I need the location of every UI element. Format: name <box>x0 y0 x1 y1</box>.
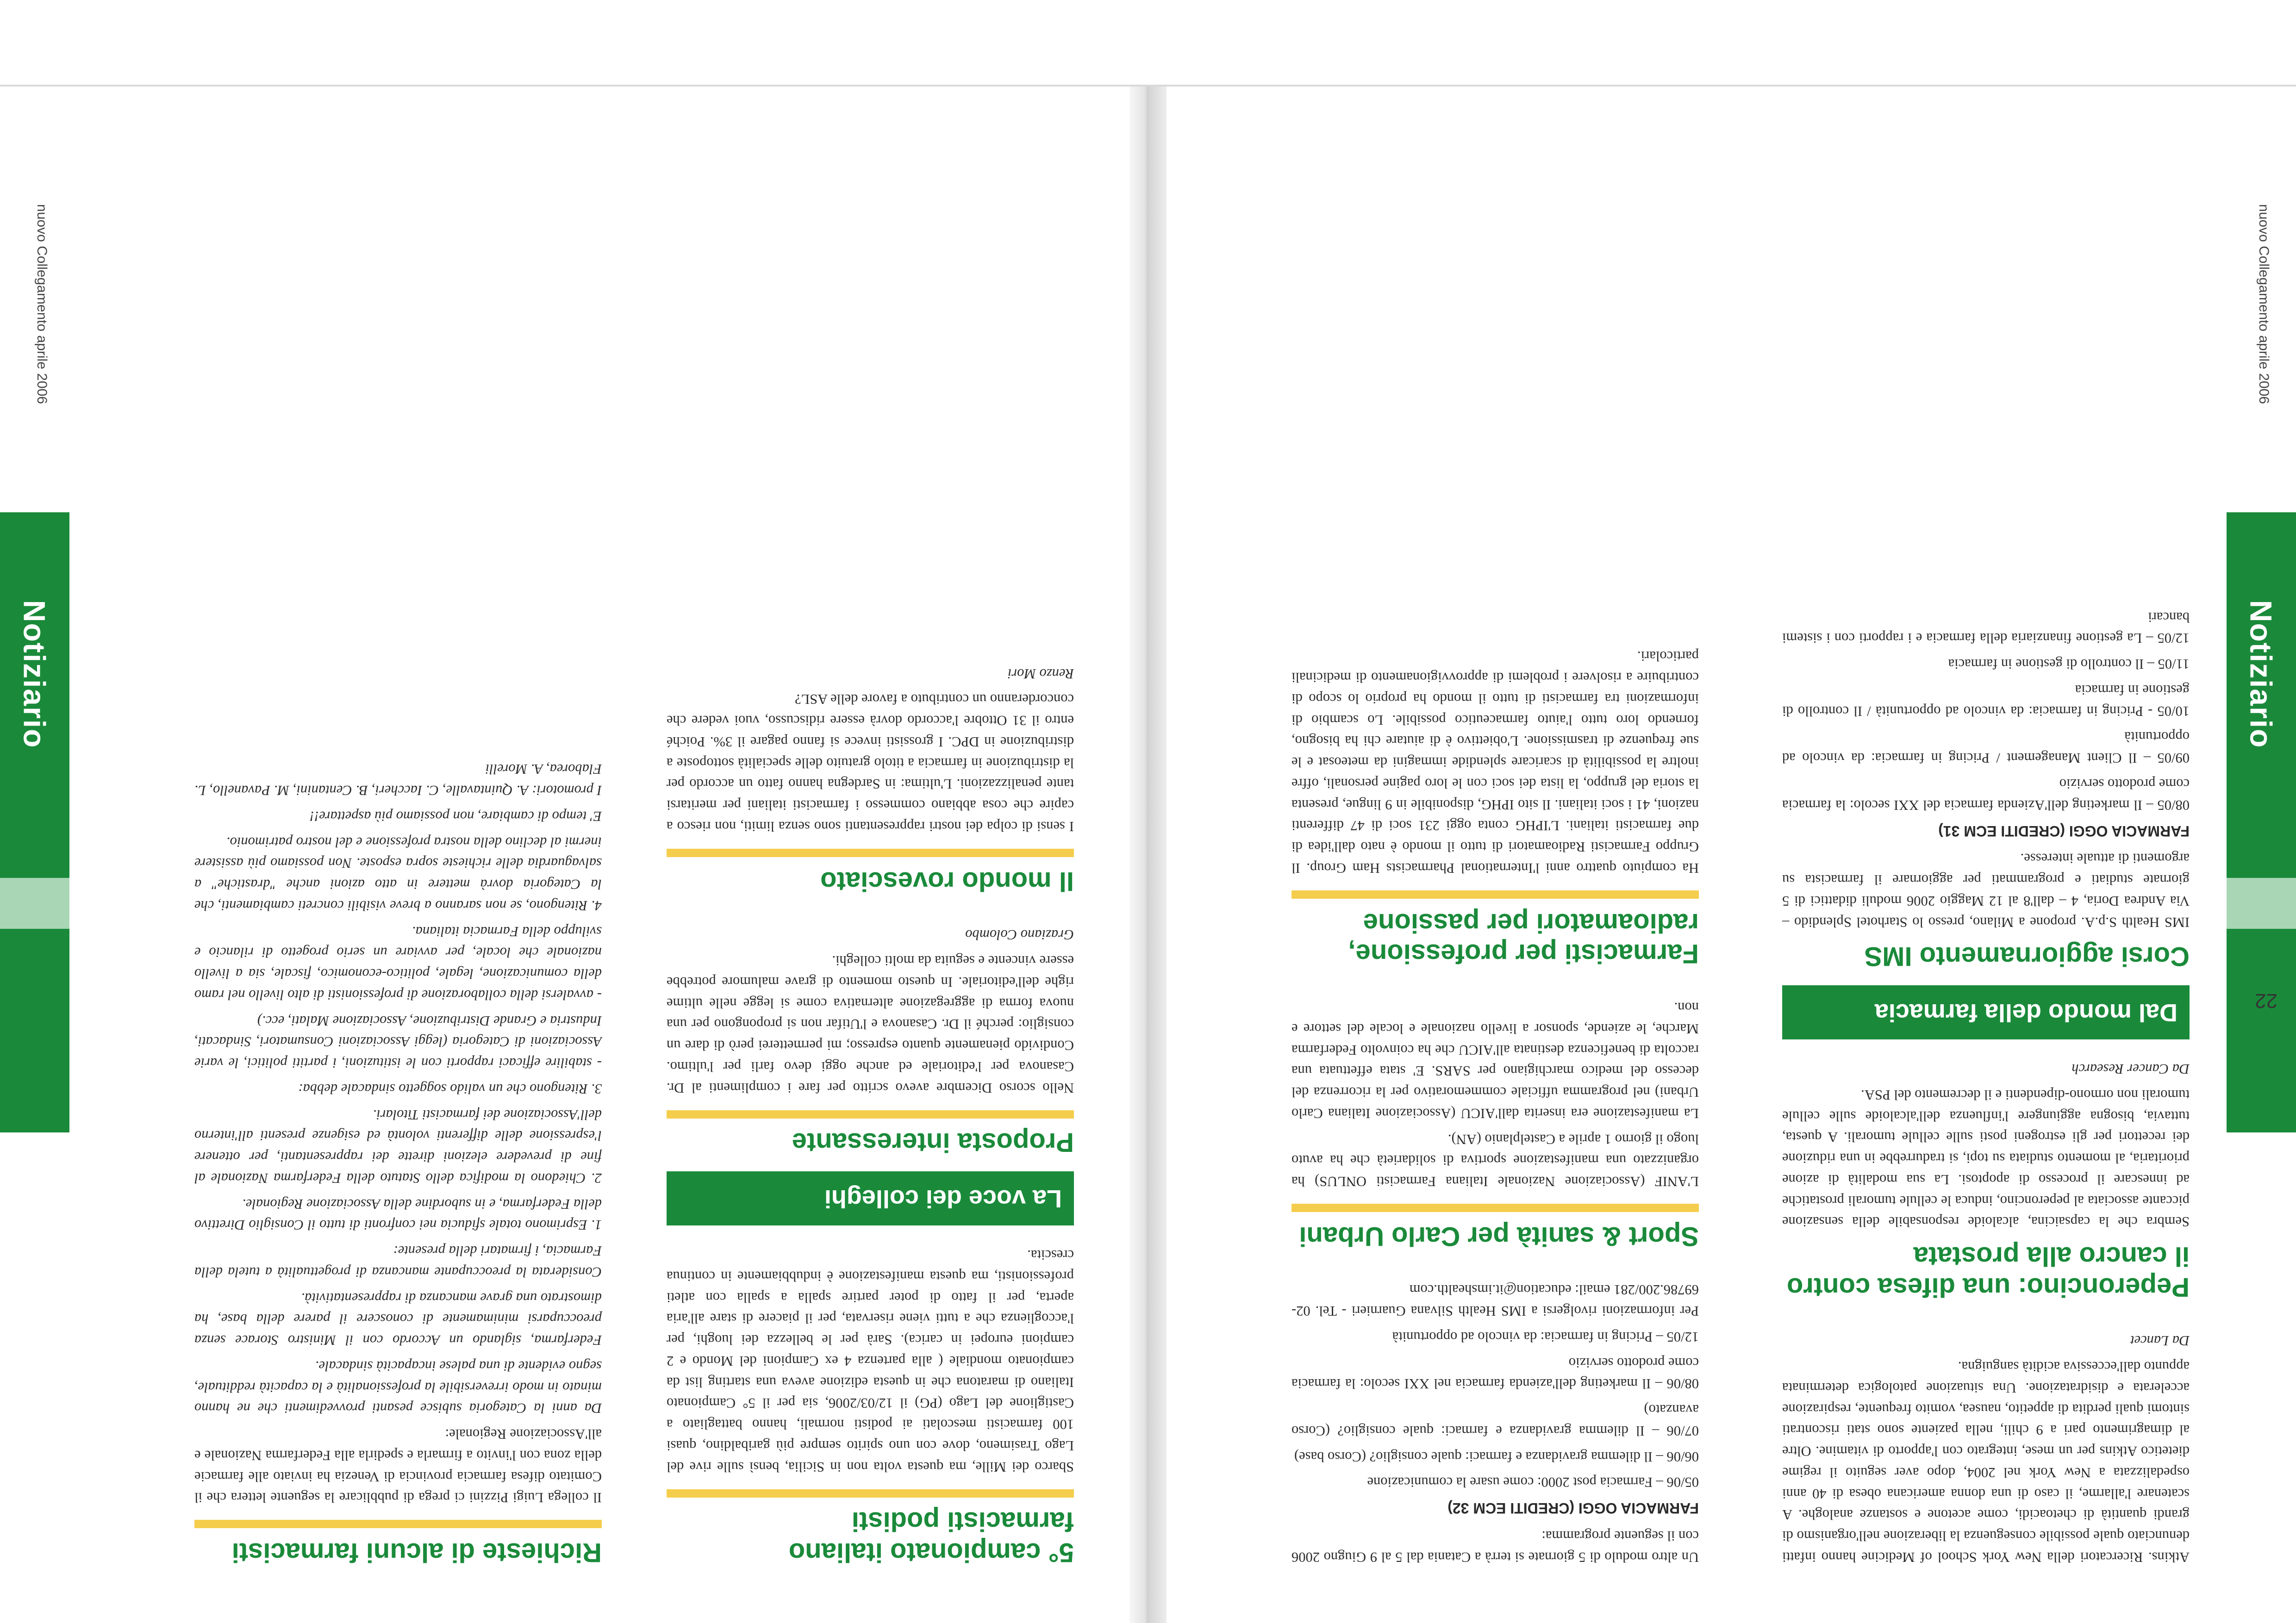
letter-text: 1. Esprimono totale sfiducia nei confronti di tutto il Consiglio Direttivo della Federfarma, e in subordine della Associazione Regionale. <box>194 1196 602 1233</box>
list-item: 12/05 – La gestione finanziaria della farmacia e i rapporti con i sistemi bancari <box>1782 609 2190 647</box>
article-text: La manifestazione era inserita dall'AICU (Associazione Italiana Carlo Urbani) nel programma ufficiale commemorativo per la ricorrenza del decesso del medico marchigiano per SARS. E' stata effettuata una raccolta di beneficenza destinata all'AICU che ha coinvolto Federfarma Marche, le aziende, sponsor a livello nazionale e locale del settore e non. <box>1292 1000 1699 1121</box>
section-band: Dal mondo della farmacia <box>1782 985 2190 1039</box>
letter-text: - avvalersi della collaborazione di professionisti di alto livello nel ramo della comunicazione, legale, politico-economico, fiscale, sia a livello nazionale che locale, per avviare un serio progetto di rilancio e sviluppo della Farmacia italiana. <box>194 923 602 1003</box>
letter-text: 4. Ritengono, se non saranno a breve visibili concreti cambiamenti, che la Categoria dovrà mettere in atto azioni anche "drastiche" a salvaguardia delle richieste sopra esposte. Non possiamo più assistere inermi al declino della nostra professione e del nostro patrimonio. <box>194 834 602 914</box>
column-outer <box>1782 602 2190 1567</box>
title-rule <box>194 1520 602 1528</box>
letter-signatories: I promotori: A. Quintavalle, C. Iaccheri, B. Centanini, M. Pavanello, L. Flaborea, A. Morelli <box>194 761 602 799</box>
article-text: Sbarco dei Mille, ma questa volta non in Sicilia, bensì sulle rive del Lago Trasimeno, dove con uno spirito sempre più garibaldino, quasi 100 farmacisti mescolati ai podisti normali, hanno battagliato a Castiglione del Lago (PG) il 12/03/2006, sia per il 5° Campionato Italiano di maratona che in questa edizione aveva una starting list da campionato mondiale ( alla partenza 4 ex Campioni del Mondo e 2 campioni europei in carica). Sarà per le bellezza dei luoghi, per l'accoglienza che a tutti viene riservata, per il piacere di stare all'aria aperta, per il fatto di poter partire spalla a spalla con atleti professionisti, ma questa manifestazione è indubbiamente in continua crescita. <box>667 1247 1074 1475</box>
article-text: Ha compiuto quattro anni l'International Pharmacists Ham Group. Il Gruppo Farmacisti Radioamatori di tutto il mondo è nato dall'idea di due farmacisti italiani. L'IPHG conta oggi 231 soci di 47 differenti nazioni, 41 i soci italiani. Il sito IPHG, disponibile in 9 lingue, presenta la storia del gruppo, la lista dei soci con le loro pagine personali, offre inoltre la possibilità di scaricare splendide immagini da meteosat e le sue frequenze di trasmissione. L'obiettivo è di aiutare chi ha bisogno, fornendo loro tutto l'aiuto farmaceutico possibile. Lo scambio di informazioni tra farmacisti di tutto il mondo ha proprio lo scopo di contribuire a risolvere i problemi di approvvigionamento di medicinali particolari. <box>1292 648 1699 876</box>
article-title: Richieste di alcuni farmacisti <box>231 1537 602 1567</box>
list-item: 06/06 – Il dilemma gravidanza e farmaci: quale consiglio? (Corso base) <box>1294 1449 1699 1465</box>
list-item: 11/05 – Il controllo di gestione in farmacia <box>1948 656 2190 672</box>
list-item: 12/05 – Pricing in farmacia: da vincolo ad opportunità <box>1392 1329 1699 1345</box>
column-inner <box>1292 641 1699 1567</box>
article-text: Il collega Luigi Pizzini ci prega di pubblicare la seguente lettera che il Comitato difesa farmacia provincia di Venezia ha inviato alle farmacie della zona con l'invito a firmarla e spedirla alla Federfarma Nazionale e all'Associazione Regionale: <box>194 1426 602 1506</box>
article-title: Sport & sanità per Carlo Urbani <box>1299 1221 1699 1251</box>
section-tab-accent <box>0 878 69 929</box>
column-inner <box>667 649 1074 1567</box>
article-text: Nello scorso Dicembre avevo scritto per fare i complimenti al Dr. Casanova per l'editoriale ed anche oggi devo farli per l'ultimo. Condivido pienamente quanto espresso; mi permetterei però di dare un consiglio: perché il Dr. Casanova e l'Utifar non si propongono per una nuova forma di aggregazione alternativa come si legge nelle ultime righe dell'editoriale. In questo momento di grave malumore potrebbe essere vincente e seguita da molti colleghi. <box>667 953 1074 1096</box>
list-item: 10/05 - Pricing in farmacia: da vincolo ad opportunità / Il controllo di gestione in farmacia <box>1782 682 2190 719</box>
article-text: Atkins. Ricercatori della New York School of Medicine hanno infatti denunciato quale possibile conseguenza la liberazione nell'organismo di grandi quantità di chetoacidi, come acetone e sostanze analoghe. A scatenare l'allarme, il caso di una donna americana obesa di 40 anni ospedalizzata a New York nel 2004, dopo aver seguito il regime dietetico Atkins per un mese, integrato con l'apporto di vitamine. Oltre al dimagrimento pari a 9 chili, nella paziente sono stati riscontrati sintomi quali perdita di appetito, nausea, vomito frequente, respirazione accelerata e disidratazione. Una situazione patologica determinata appunto dall'eccessiva acidità sanguigna. <box>1782 1359 2190 1565</box>
article-text: I sensi di colpa dei nostri rappresentanti sono senza limiti, non riesco a capire che cosa abbiano commesso i farmacisti italiani per meritarsi tante penalizzazioni. L'ultima: in Sardegna hanno fatto un accordo per la distribuzione in farmacia a titolo gratuito delle specialità sottoposte a distribuzione in DPC. I grossisti invece si fanno pagare il 3%. Poiché entro il 31 Ottobre l'accordo dovrà essere ridiscusso, vuoi vedere che concorderanno un contributo a favore delle ASL? <box>667 691 1074 834</box>
title-rule <box>1292 1204 1699 1212</box>
running-head: nuovo Collegamento aprile 2006 <box>2256 204 2271 404</box>
column-outer <box>194 754 602 1567</box>
course-title: FARMACIA OGGI (CREDITI ECM 32) <box>1447 1500 1699 1517</box>
section-band: La voce dei colleghi <box>667 1171 1074 1225</box>
letter-text: Considerata la preoccupante mancanza di progettualità a tutela della Farmacia, i firmatari della presente: <box>194 1243 602 1280</box>
article-title: Peperoncino: una difesa contro il cancro alla prostata <box>1786 1241 2190 1302</box>
list-item: 08/06 – Il marketing dell'azienda farmacia nel XXI secolo: la farmacia come prodotto servizio <box>1292 1355 1699 1392</box>
section-tab-label: Notiziario <box>2244 600 2278 749</box>
page-gutter <box>1129 87 1167 1623</box>
title-rule <box>667 1110 1074 1119</box>
section-tab-accent <box>2227 878 2296 929</box>
contact-info: Per informazioni rivolgersi a IMS Health Silvana Guarnieri - Tel. 02-69786.200/281 email: education@it.imshealth.com <box>1292 1282 1699 1319</box>
section-tab-label: Notiziario <box>18 600 52 749</box>
letter-text: E' tempo di cambiare, non possiamo più aspettare!! <box>309 808 602 824</box>
article-text: IMS Health S.p.A. propone a Milano, presso lo Starhotel Splendido – Via Andrea Doria, 4 – dall'8 al 12 Maggio 2006 moduli didattici di 5 giornate studiati e programmati per aggiornare il farmacista su argomenti di attuale interesse. <box>1782 851 2190 930</box>
article-author: Graziano Colombo <box>965 927 1074 943</box>
title-rule <box>667 1489 1074 1498</box>
article-source: Da Cancer Research <box>2071 1061 2190 1077</box>
letter-text: 2. Chiedono la modifica dello Statuto della Federfarma Nazionale al fine di prevedere elezioni dirette dei rappresentanti, per ottenere l'espressione delle differenti volontà ed esigenze presenti all'interno dell'Associazione dei farmacisti Titolari. <box>194 1107 602 1186</box>
page-23 <box>0 87 1129 1623</box>
title-rule <box>667 849 1074 857</box>
course-list <box>1782 606 2190 815</box>
page-number: 22 <box>2255 989 2277 1012</box>
article-title: 5° campionato italiano farmacisti podisti <box>788 1506 1074 1567</box>
list-item: 09/05 – Il Client Management / Pricing in farmacia: da vincolo ad opportunità <box>1782 729 2190 766</box>
title-rule <box>1292 890 1699 899</box>
letter-text: Federfarma, siglando un Accordo con il Ministro Storace senza preoccuparsi minimamente di conoscere il parere della base, ha dimostrato una grave mancanza di rappresentatività. <box>194 1290 602 1349</box>
article-title: Il mondo rovesciato <box>820 866 1074 896</box>
article-text: Sembra che la capsaicina, alcaloide responsabile della sensazione piccante associata al peperoncino, induca le cellule tumorali prostatiche ad innescare il processo di apoptosi. La sua modalità di azione prioritaria, al momento studiata su topi, si tradurrebbe in una riduzione dei recettori per gli estrogeni posti sulle cellule tumorali. A questa, tuttavia, bisogna aggiungere l'influenza dell'alcaloide sulle cellule tumorali non ormono-dipendenti e il decremento del PSA. <box>1782 1087 2190 1230</box>
list-item: 05/06 – Farmacia post 2000: come usare la comunicazione <box>1367 1474 1699 1491</box>
running-head: nuovo Collegamento aprile 2006 <box>34 204 50 404</box>
course-title: FARMACIA OGGI (CREDITI ECM 31) <box>1938 822 2190 839</box>
article-title: Farmacisti per professione, radioamatori per passione <box>1348 908 1699 969</box>
page-22 <box>1167 87 2296 1623</box>
letter-text: Da anni la Categoria subisce pesanti provvedimenti che ne hanno minato in modo irreversibile la professionalità e la capacità reddituale, segno evidente di una palese incapacità sindacale. <box>194 1358 602 1417</box>
article-title: Corsi aggiornamento IMS <box>1864 941 2190 972</box>
list-item: 08/05 – Il marketing dell'Azienda farmacia del XXI secolo: la farmacia come prodotto servizio <box>1782 776 2190 813</box>
letter-text: - stabilire efficaci rapporti con le istituzioni, i partiti politici, le varie Associazioni di Categoria (leggi Associazioni Consumatori, Sindacati, Industria e Grande Distribuzione, Associazione Malati, ecc.) <box>194 1013 602 1071</box>
article-text: Un altro modulo di 5 giornate si terrà a Catania dal 5 al 9 Giugno 2006 con il seguente programma: <box>1292 1528 1699 1565</box>
scan-margin <box>0 0 2296 87</box>
article-author: Renzo Mori <box>1007 665 1074 682</box>
course-list <box>1292 1326 1699 1492</box>
article-text: L'ANIF (Associazione Nazionale Italiana Farmacisti ONLUS) ha organizzato una manifestazione sportiva di solidarietà che ha avuto luogo il giorno 1 aprile a Castelplanio (AN). <box>1292 1131 1699 1190</box>
article-title: Proposta interessante <box>792 1127 1074 1158</box>
list-item: 07/06 – Il dilemma gravidanza e farmaci: quale consiglio? (Corso avanzato) <box>1292 1402 1699 1439</box>
letter-text: 3. Ritengono che un valido soggetto sindacale debba: <box>298 1081 602 1097</box>
article-source: Da Lancet <box>2130 1333 2190 1349</box>
